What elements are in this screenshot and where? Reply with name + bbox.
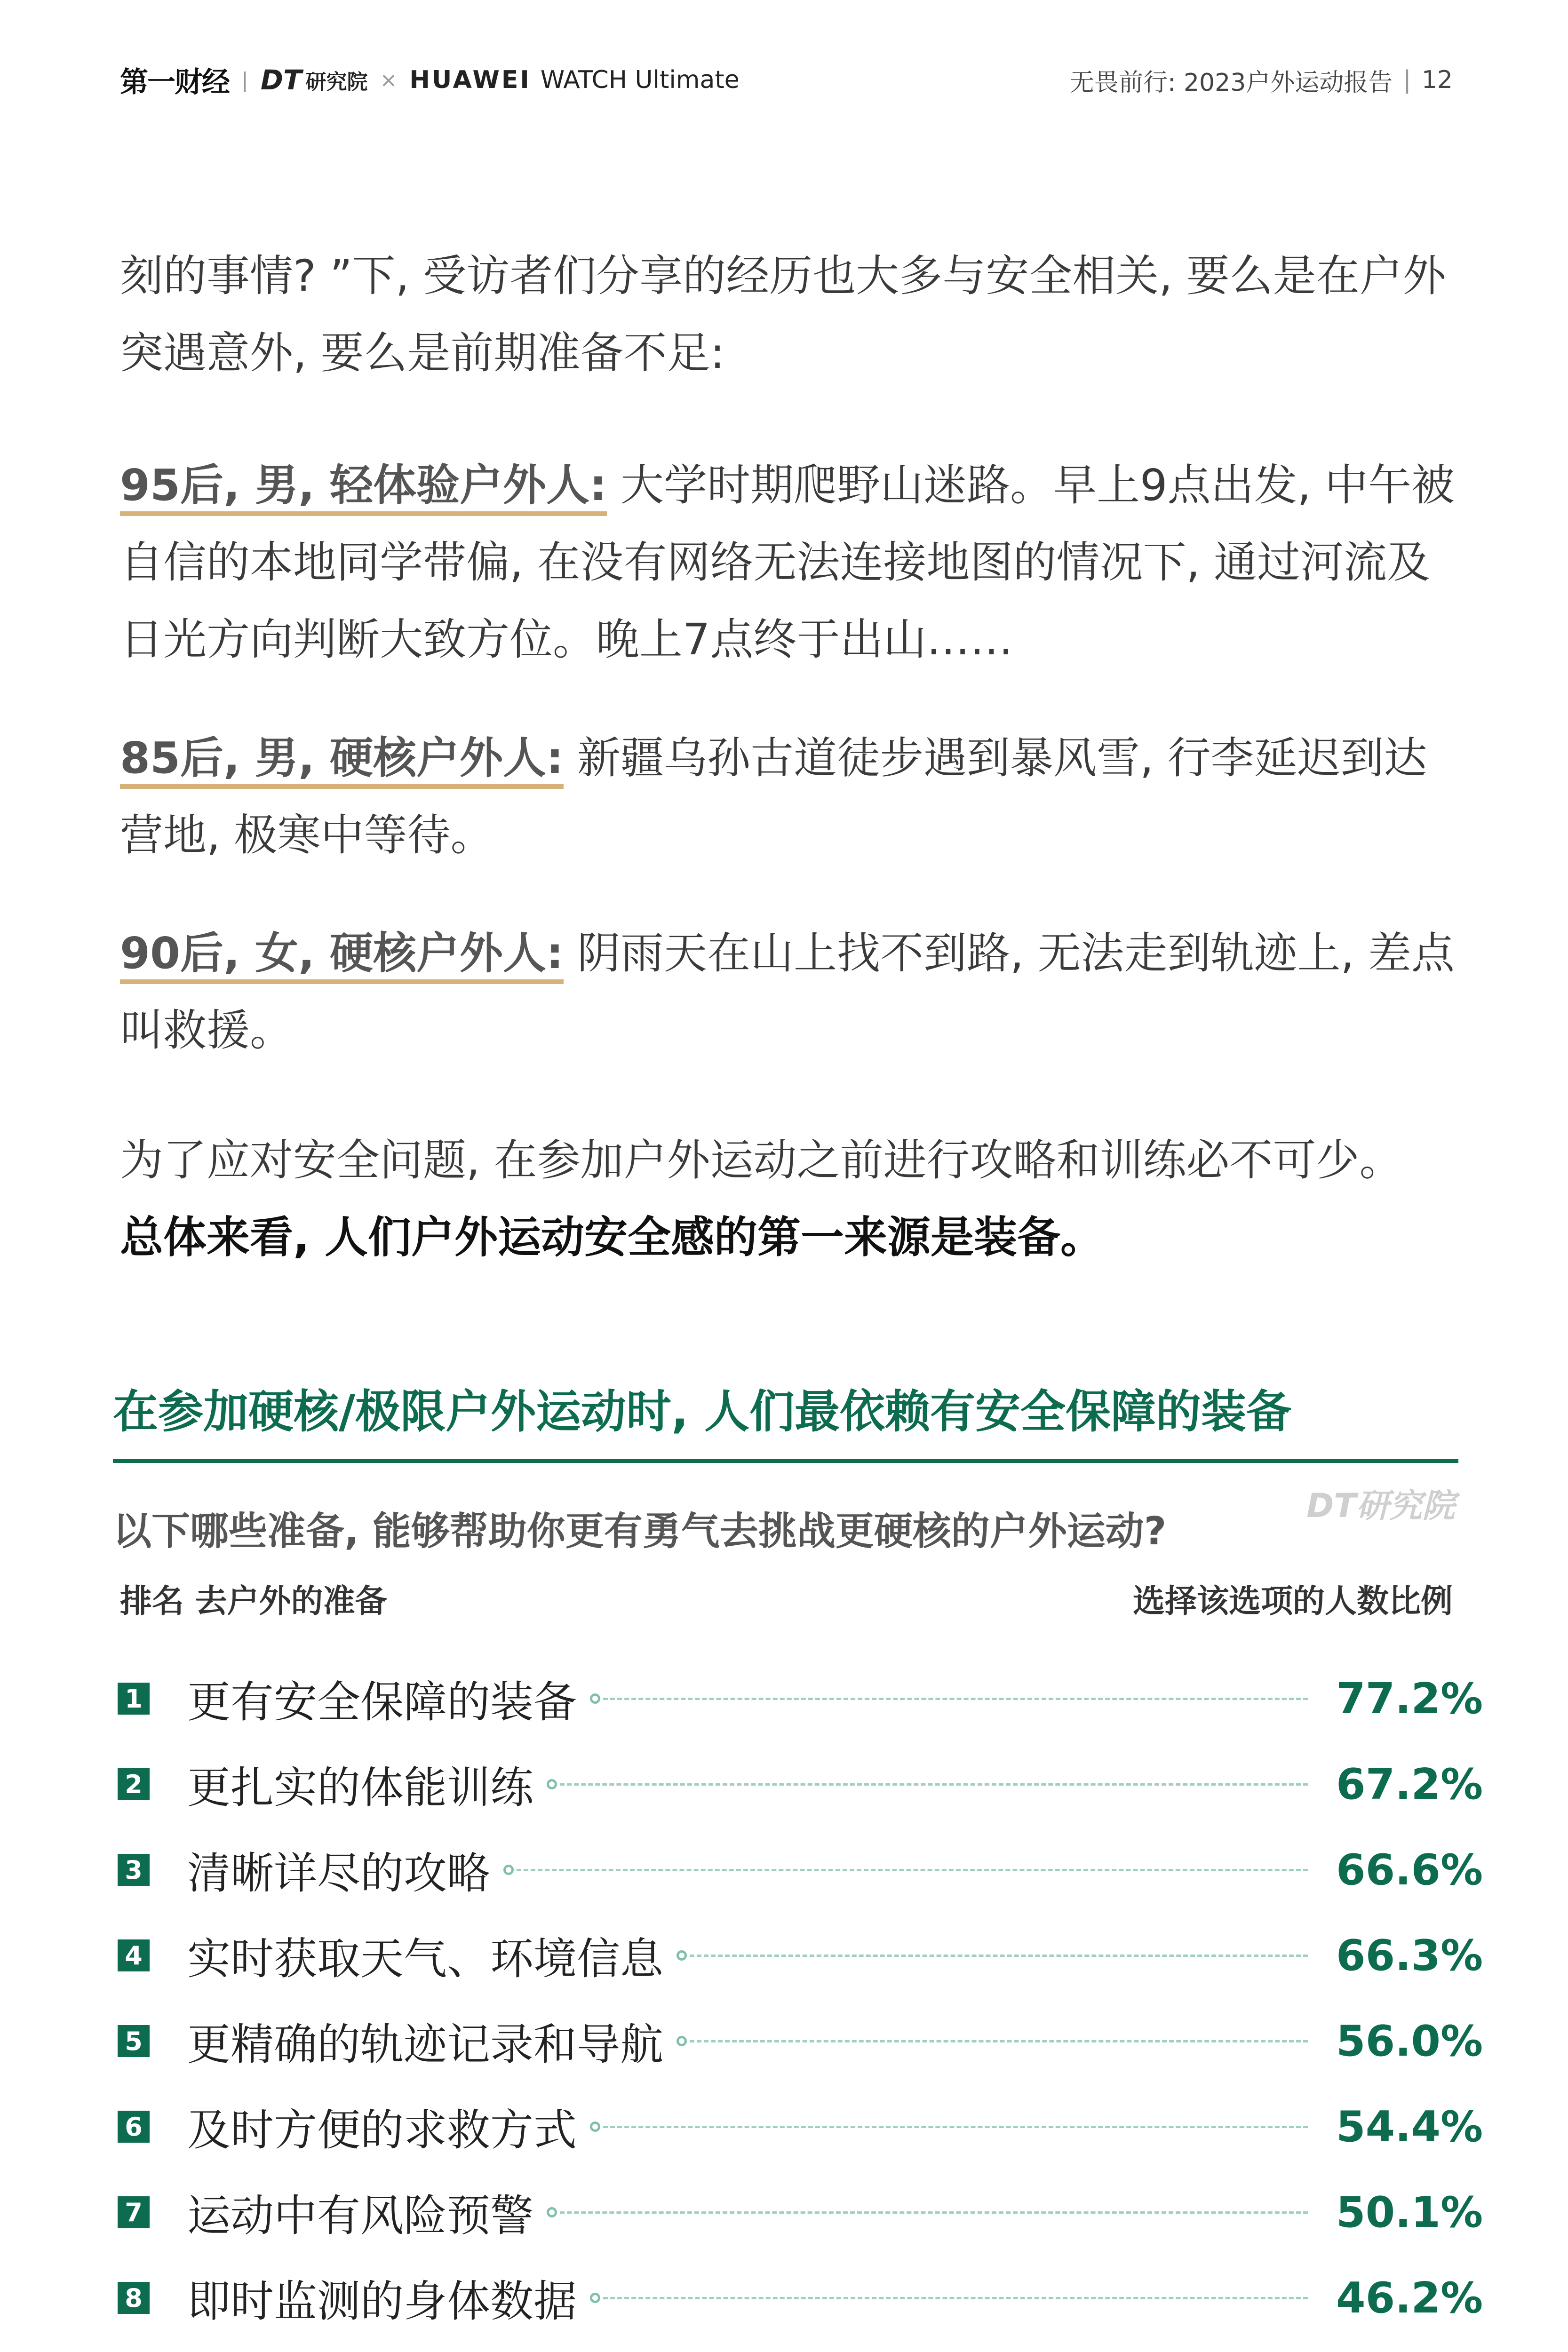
rank-badge: 5 bbox=[118, 2025, 150, 2057]
yicai-logo: 第一财经 bbox=[120, 66, 229, 99]
dashed-leader-line bbox=[560, 1783, 1308, 1786]
chart-title-rule bbox=[113, 1459, 1458, 1463]
survey-question: 以下哪些准备, 能够帮助你更有勇气去挑战更硬核的户外运动? bbox=[113, 1509, 1167, 1554]
leader-dot-icon bbox=[590, 1693, 600, 1704]
dashed-leader-line bbox=[560, 2211, 1308, 2214]
rank-badge: 3 bbox=[118, 1854, 150, 1886]
row-value: 50.1% bbox=[1336, 2187, 1483, 2237]
row-label: 实时获取天气、环境信息 bbox=[187, 1934, 664, 1984]
table-row bbox=[118, 1998, 1483, 2084]
row-label: 即时监测的身体数据 bbox=[187, 2276, 577, 2327]
times-symbol: × bbox=[380, 68, 398, 92]
chart-title: 在参加硬核/极限户外运动时, 人们最依赖有安全保障的装备 bbox=[113, 1385, 1291, 1438]
brand-logos bbox=[120, 60, 740, 100]
dt-watermark: DT研究院 bbox=[1306, 1486, 1455, 1525]
intro-paragraph: 刻的事情? ”下, 受访者们分享的经历也大多与安全相关, 要么是在户外突遇意外, 要么是前期准备不足: bbox=[120, 251, 1446, 378]
table-row bbox=[118, 2255, 1483, 2341]
rank-badge: 4 bbox=[118, 1939, 150, 1971]
table-row bbox=[118, 1656, 1483, 1741]
dashed-leader-line bbox=[690, 2040, 1308, 2042]
quote-1-tag: 95后, 男, 轻体验户外人: bbox=[120, 460, 607, 516]
leader-dot-icon bbox=[590, 2122, 600, 2132]
row-label: 更精确的轨迹记录和导航 bbox=[187, 2019, 664, 2070]
conclusion-paragraph bbox=[120, 1122, 1456, 1276]
rank-badge: 1 bbox=[118, 1683, 150, 1715]
row-value: 77.2% bbox=[1336, 1674, 1483, 1724]
logo-separator: | bbox=[241, 68, 248, 92]
table-row bbox=[118, 1827, 1483, 1913]
row-label: 运动中有风险预警 bbox=[187, 2191, 534, 2241]
row-value: 46.2% bbox=[1336, 2273, 1483, 2323]
column-header-right: 选择该选项的人数比例 bbox=[1132, 1583, 1453, 1620]
rank-badge: 6 bbox=[118, 2111, 150, 2143]
leader-dot-icon bbox=[547, 2207, 557, 2217]
quote-2-text: 新疆乌孙古道徒步遇到暴风雪, 行李延迟到达营地, 极寒中等待。 bbox=[120, 733, 1427, 860]
quote-3-text: 阴雨天在山上找不到路, 无法走到轨迹上, 差点叫救援。 bbox=[120, 928, 1455, 1056]
quote-2-tag: 85后, 男, 硬核户外人: bbox=[120, 733, 564, 789]
column-header-left: 排名 去户外的准备 bbox=[120, 1583, 387, 1620]
header-report-info bbox=[1070, 63, 1453, 98]
quote-3 bbox=[120, 915, 1456, 1069]
header-divider: | bbox=[1403, 66, 1411, 94]
report-title: 无畏前行: 2023户外运动报告 bbox=[1069, 68, 1393, 97]
rank-badge: 8 bbox=[118, 2282, 150, 2314]
conclusion-text: 为了应对安全问题, 在参加户外运动之前进行攻略和训练必不可少。 bbox=[120, 1135, 1403, 1185]
dt-logo-cn: 研究院 bbox=[305, 70, 368, 94]
quote-1-text: 大学时期爬野山迷路。早上9点出发, 中午被自信的本地同学带偏, 在没有网络无法连接地图的情况下, 通过河流及日光方向判断大致方位。晚上7点终于出山…… bbox=[120, 460, 1455, 665]
conclusion-bold: 总体来看, 人们户外运动安全感的第一来源是装备。 bbox=[120, 1212, 1104, 1263]
dt-logo: DT bbox=[260, 64, 302, 96]
row-value: 67.2% bbox=[1336, 1759, 1483, 1809]
row-value: 66.3% bbox=[1336, 1931, 1483, 1980]
leader-dot-icon bbox=[677, 2036, 687, 2046]
table-row bbox=[118, 2169, 1483, 2255]
quote-3-tag: 90后, 女, 硬核户外人: bbox=[120, 928, 564, 984]
row-value: 56.0% bbox=[1336, 2016, 1483, 2066]
quote-2 bbox=[120, 720, 1456, 874]
leader-dot-icon bbox=[503, 1865, 514, 1875]
leader-dot-icon bbox=[547, 1779, 557, 1789]
leader-dot-icon bbox=[590, 2293, 600, 2303]
dashed-leader-line bbox=[690, 1955, 1308, 1957]
dashed-leader-line bbox=[603, 1698, 1308, 1700]
row-value: 66.6% bbox=[1336, 1845, 1483, 1895]
dashed-leader-line bbox=[603, 2126, 1308, 2128]
table-row bbox=[118, 1741, 1483, 1827]
ranking-list bbox=[118, 1656, 1483, 2341]
page-header bbox=[120, 61, 1453, 99]
leader-dot-icon bbox=[677, 1950, 687, 1961]
row-value: 54.4% bbox=[1336, 2102, 1483, 2152]
row-label: 更扎实的体能训练 bbox=[187, 1763, 534, 1813]
row-label: 更有安全保障的装备 bbox=[187, 1677, 577, 1727]
table-row bbox=[118, 1913, 1483, 1998]
quote-1 bbox=[120, 447, 1456, 678]
dashed-leader-line bbox=[603, 2297, 1308, 2299]
row-label: 清晰详尽的攻略 bbox=[187, 1848, 491, 1899]
rank-badge: 7 bbox=[118, 2196, 150, 2228]
table-row bbox=[118, 2084, 1483, 2169]
dashed-leader-line bbox=[517, 1869, 1308, 1871]
watch-product-name: WATCH Ultimate bbox=[540, 66, 740, 94]
page-number: 12 bbox=[1421, 66, 1453, 94]
rank-badge: 2 bbox=[118, 1768, 150, 1800]
row-label: 及时方便的求救方式 bbox=[187, 2105, 577, 2155]
huawei-logo: HUAWEI bbox=[409, 66, 531, 94]
